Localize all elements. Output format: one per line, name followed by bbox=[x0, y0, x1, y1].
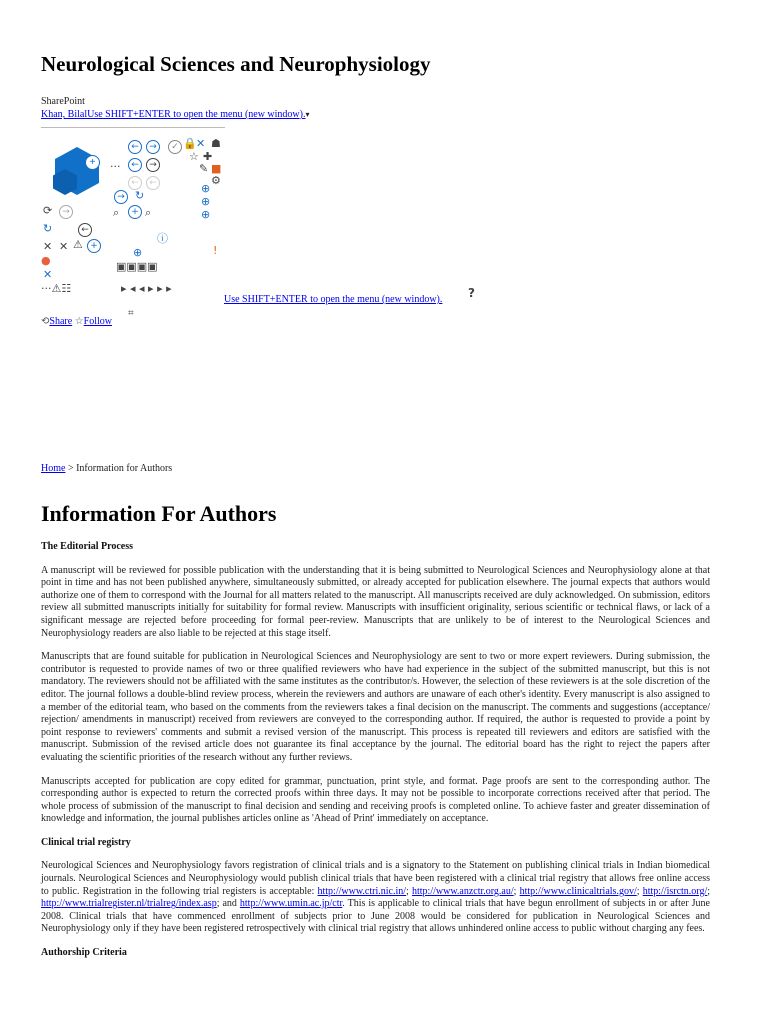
check-icon: ✓ bbox=[168, 140, 182, 154]
text: Neurological Sciences and Neurophysiology favors registration of clinical trials and is a signatory to the Statement on publishing clinical trials in Indian biomedical journals. Neurological Sciences and Neurophysiology would publish clinical trials that have been registered with a clinical trial registry that allows free online access to public. Registration in the following trial registers is acceptable: bbox=[41, 860, 710, 897]
back-arrow-disabled-icon: ← bbox=[128, 176, 142, 190]
registry-link[interactable]: http://www.ctri.nic.in/ bbox=[317, 885, 407, 897]
text: ; bbox=[406, 885, 412, 897]
pin-icon: ✚ bbox=[203, 150, 213, 163]
edit-icon: ✎ bbox=[199, 162, 209, 175]
gear-icon: ⚙ bbox=[211, 174, 221, 187]
brand-label: SharePoint bbox=[41, 96, 85, 107]
refresh-icon: ↻ bbox=[43, 222, 53, 235]
info-icon: ⓘ bbox=[157, 232, 168, 245]
registry-link[interactable]: http://isrctn.org/ bbox=[642, 885, 708, 897]
add-icon: + bbox=[128, 205, 142, 219]
user-menu-link[interactable]: Khan, BilalUse SHIFT+ENTER to open the menu (new window). bbox=[41, 109, 306, 120]
add-circle-icon: ⊕ bbox=[201, 195, 211, 208]
close-icon: ✕ bbox=[196, 137, 206, 150]
add-circle-icon: ⊕ bbox=[201, 208, 211, 221]
search-icon: ⌕ bbox=[145, 206, 152, 219]
forward-arrow-icon: → bbox=[146, 158, 160, 172]
icon-sprite bbox=[41, 135, 226, 305]
back-arrow-disabled-icon: ← bbox=[146, 176, 160, 190]
close-icon: ✕ bbox=[59, 240, 69, 253]
text: ; and bbox=[216, 898, 240, 910]
site-title: Neurological Sciences and Neurophysiology bbox=[41, 52, 431, 76]
add-icon: + bbox=[85, 155, 100, 170]
registry-link[interactable]: http://www.umin.ac.jp/ctr bbox=[239, 898, 343, 910]
focus-mode-icon[interactable]: ⌗ bbox=[128, 308, 134, 319]
breadcrumb bbox=[41, 463, 172, 474]
open-menu-link[interactable]: Use SHIFT+ENTER to open the menu (new window). bbox=[224, 294, 443, 305]
warning-icon: ⚠ bbox=[73, 238, 83, 251]
lock-icon: 🔒 bbox=[183, 137, 197, 150]
error-icon: ● bbox=[41, 254, 51, 267]
paragraph: A manuscript will be reviewed for possible publication with the understanding that it is being submitted to Neurological Sciences and Neurophysiology alone at that point in time and has not been published anywhere, simultaneously submitted, or already accepted for publication elsewhere. The journal expects that authors would authorize one of them to correspond with the Journal for all matters related to the manuscript. All manuscripts received are duly acknowledged. On submission, editors review all submitted manuscripts initially for suitability for formal review. Manuscripts with insufficient originality, serious scientific or technical flaws, or lack of a significant message are rejected before proceeding for formal peer-review. Manuscripts that are unlikely to be of interest to the Neurological Sciences and Neurophysiology readers are also liable to be rejected at this stage itself. bbox=[41, 564, 710, 639]
dropdown-icon: ▾ bbox=[305, 110, 310, 119]
suite-bar bbox=[41, 95, 310, 121]
forward-arrow-icon: → bbox=[146, 140, 160, 154]
star-icon: ☆ bbox=[189, 150, 199, 163]
text: . This is applicable to clinical trials that have begun enrollment of subjects in or after June 2008. Clinical trials that have commenced enrollment of subjects prior to June 2008 would be considered for publication in Neurological Sciences and Neurophysiology only if they have been registered retrospectively with clinical trial registry that allows unhindered online access to public without charging any fees. bbox=[41, 898, 710, 935]
follow-link[interactable]: Follow bbox=[83, 316, 112, 327]
camera-icon: ▣▣▣▣ bbox=[116, 260, 158, 273]
text: ; bbox=[513, 885, 520, 897]
article-content bbox=[41, 541, 710, 971]
registry-link[interactable]: http://www.trialregister.nl/trialreg/index.asp bbox=[41, 898, 217, 910]
breadcrumb-current: Information for Authors bbox=[76, 463, 173, 474]
people-icon: ☗ bbox=[211, 137, 221, 150]
close-icon: ✕ bbox=[43, 268, 53, 281]
add-circle-icon: ⊕ bbox=[133, 246, 143, 259]
breadcrumb-home[interactable]: Home bbox=[41, 463, 66, 474]
share-icon: ⟲ bbox=[41, 316, 50, 327]
section-heading: Authorship Criteria bbox=[41, 947, 127, 959]
section-heading: The Editorial Process bbox=[41, 541, 134, 552]
help-icon[interactable]: ? bbox=[468, 286, 475, 300]
back-arrow-icon: ← bbox=[128, 140, 142, 154]
back-arrow-icon: ← bbox=[78, 223, 92, 237]
star-icon: ☆ bbox=[74, 316, 84, 327]
more-icon: ··· bbox=[110, 160, 121, 173]
breadcrumb-separator: > bbox=[65, 463, 77, 474]
divider bbox=[41, 127, 225, 128]
forward-arrow-disabled-icon: → bbox=[59, 205, 73, 219]
section-heading: Clinical trial registry bbox=[41, 836, 131, 848]
search-icon: ⌕ bbox=[113, 206, 120, 219]
refresh-icon: ↻ bbox=[135, 189, 145, 202]
share-follow-bar bbox=[41, 316, 112, 327]
rss-icon: ■ bbox=[211, 162, 222, 175]
text: ; bbox=[707, 885, 711, 897]
paragraph: Manuscripts accepted for publication are copy edited for grammar, punctuation, print style, and format. Page proofs are sent to the corresponding author. The corresponding author is expected to return the corrected proofs within three days. It may not be possible to incorporate corrections received after that period. The whole process of submission of the manuscript to final decision and sending and receiving proofs is completed online. To achieve faster and greater dissemination of knowledge and information, the journal publishes articles online as 'Ahead of Print' immediately on acceptance. bbox=[41, 775, 710, 825]
arrow-icons: ▸ ◂ ◂ ▸ ▸ ▸ bbox=[121, 282, 172, 295]
page-title: Information For Authors bbox=[41, 501, 277, 526]
paragraph: Manuscripts that are found suitable for publication in Neurological Sciences and Neurophysiology are sent to two or more expert reviewers. During submission, the contributor is requested to provide names of two or three qualified reviewers who have had experience in the subject of the submitted manuscript, but this is not mandatory. The reviewers should not be affiliated with the same institutes as the contributor/s. However, the selection of these reviewers is at the sole discretion of the editor. The journal follows a double-blind review process, wherein the reviewers and authors are unaware of each other's identity. Every manuscript is also assigned to a member of the editorial team, who based on the comments from the reviewers takes a final decision on the manuscript. The comments and suggestions (acceptance/ rejection/ amendments in manuscript) received from reviewers are conveyed to the corresponding author. If required, the author is requested to provide a point by point response to reviewers' comments and submit a revised version of the manuscript. This process is repeated till reviewers and editors are satisfied with the manuscript. Submission of the revised article does not guarantee its final acceptance by the journal. The editorial board has the right to reject the papers after evaluating the scientific priorities of the research without any further reviews. bbox=[41, 651, 710, 763]
add-circle-icon: ⊕ bbox=[201, 182, 211, 195]
more-icon: ···⚠☷ bbox=[41, 282, 72, 295]
registry-link[interactable]: http://www.clinicaltrials.gov/ bbox=[519, 885, 637, 897]
text: ; bbox=[636, 885, 643, 897]
close-icon: ✕ bbox=[43, 240, 53, 253]
share-link[interactable]: Share bbox=[49, 316, 73, 327]
paragraph bbox=[41, 860, 710, 936]
sync-icon: ⟳ bbox=[43, 204, 53, 217]
back-arrow-icon: ← bbox=[128, 158, 142, 172]
registry-link[interactable]: http://www.anzctr.org.au/ bbox=[411, 885, 514, 897]
forward-arrow-icon: → bbox=[114, 190, 128, 204]
alert-bar-icon: ! bbox=[213, 244, 218, 257]
add-icon: + bbox=[87, 239, 101, 253]
